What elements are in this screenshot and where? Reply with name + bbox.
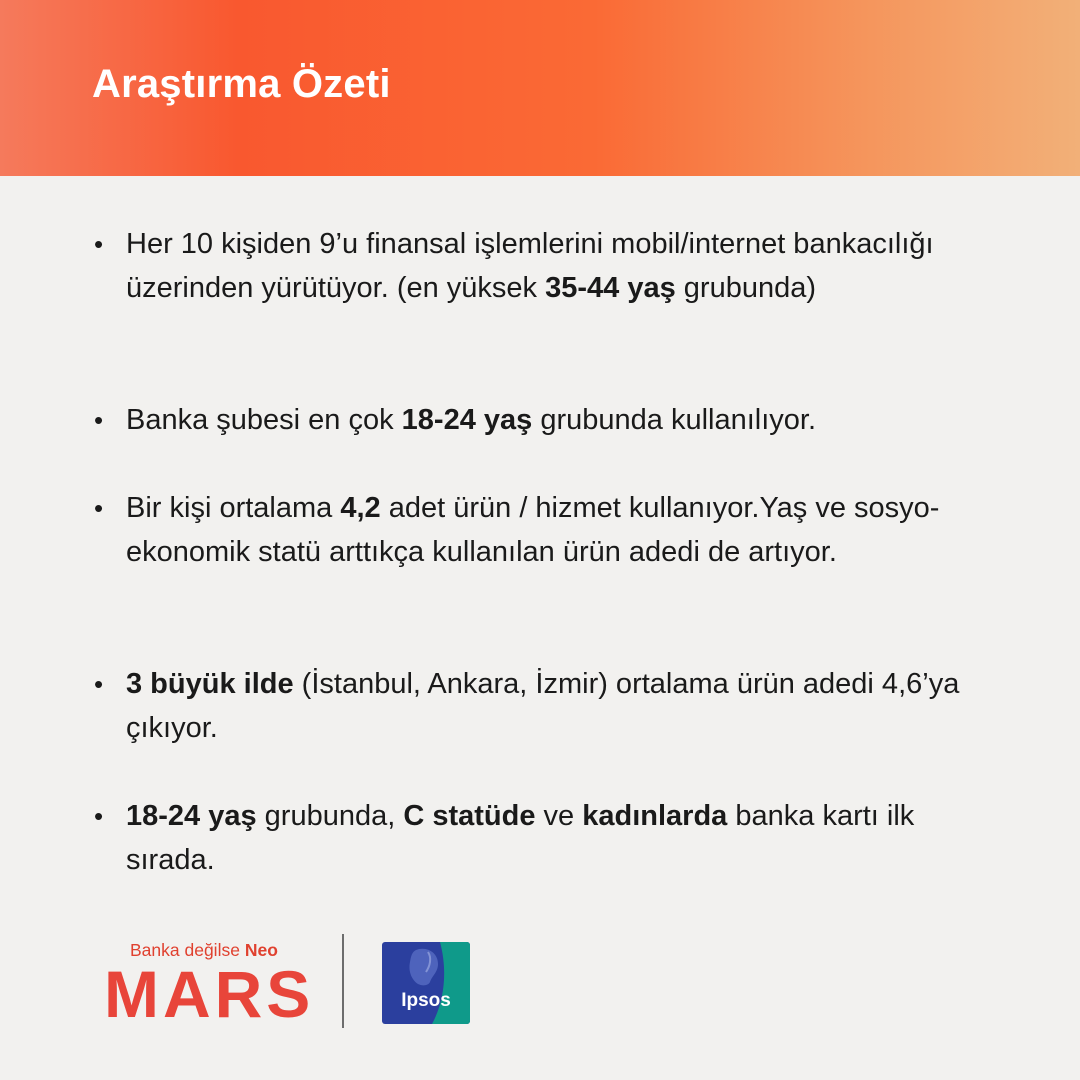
body-text: banka kartı ilk sırada. [126, 800, 915, 876]
emphasis-text: C statüde [403, 800, 536, 832]
body-text: Banka şubesi en çok [126, 404, 402, 436]
body-text: adet ürün / hizmet kullanıyor.Yaş ve sosyo-ekonomik statü arttıkça kullanılan ürün adedi de artıyor. [126, 492, 940, 568]
emphasis-text: kadınlarda [582, 800, 728, 832]
body-text: (İstanbul, Ankara, İzmir) ortalama ürün adedi 4,6’ya çıkıyor. [126, 668, 960, 744]
logo-divider [342, 934, 344, 1028]
bullet-icon: • [94, 229, 104, 259]
bullet-icon: • [94, 669, 104, 699]
mars-wordmark: MARS [104, 957, 315, 1031]
ipsos-logo [382, 942, 470, 1024]
body-text: grubunda, [256, 800, 404, 832]
neo-mars-logo [104, 940, 315, 1031]
emphasis-text: 3 büyük ilde [126, 668, 294, 700]
list-item [92, 794, 972, 882]
list-item [92, 222, 972, 310]
list-item-text [126, 222, 972, 310]
body-text: grubunda kullanılıyor. [532, 404, 817, 436]
bullet-icon: • [94, 405, 104, 435]
list-item [92, 398, 972, 442]
emphasis-text: 18-24 yaş [401, 404, 533, 436]
body-text: ve [535, 800, 583, 832]
mars-tagline-neo: Neo [244, 940, 278, 960]
list-item-text [126, 486, 972, 574]
body-text: Bir kişi ortalama [126, 492, 341, 524]
emphasis-text: 35-44 yaş [545, 272, 676, 304]
list-item-text [126, 662, 972, 750]
page-title: Araştırma Özeti [92, 62, 391, 106]
ipsos-wordmark: Ipsos [401, 990, 451, 1011]
list-item-text [126, 398, 972, 442]
list-item [92, 662, 972, 750]
bullet-icon: • [94, 493, 104, 523]
mars-tagline-text: Banka değilse [130, 940, 240, 960]
body-text: Her 10 kişiden 9’u finansal işlemlerini mobil/internet bankacılığı üzerinden yürütüyor. (en yüksek [126, 228, 934, 304]
list-item-text [126, 794, 972, 882]
list-item [92, 486, 972, 574]
header-banner [0, 0, 1080, 176]
body-text: grubunda) [675, 272, 817, 304]
emphasis-text: 4,2 [340, 492, 381, 524]
bullet-icon: • [94, 801, 104, 831]
emphasis-text: 18-24 yaş [126, 800, 257, 832]
